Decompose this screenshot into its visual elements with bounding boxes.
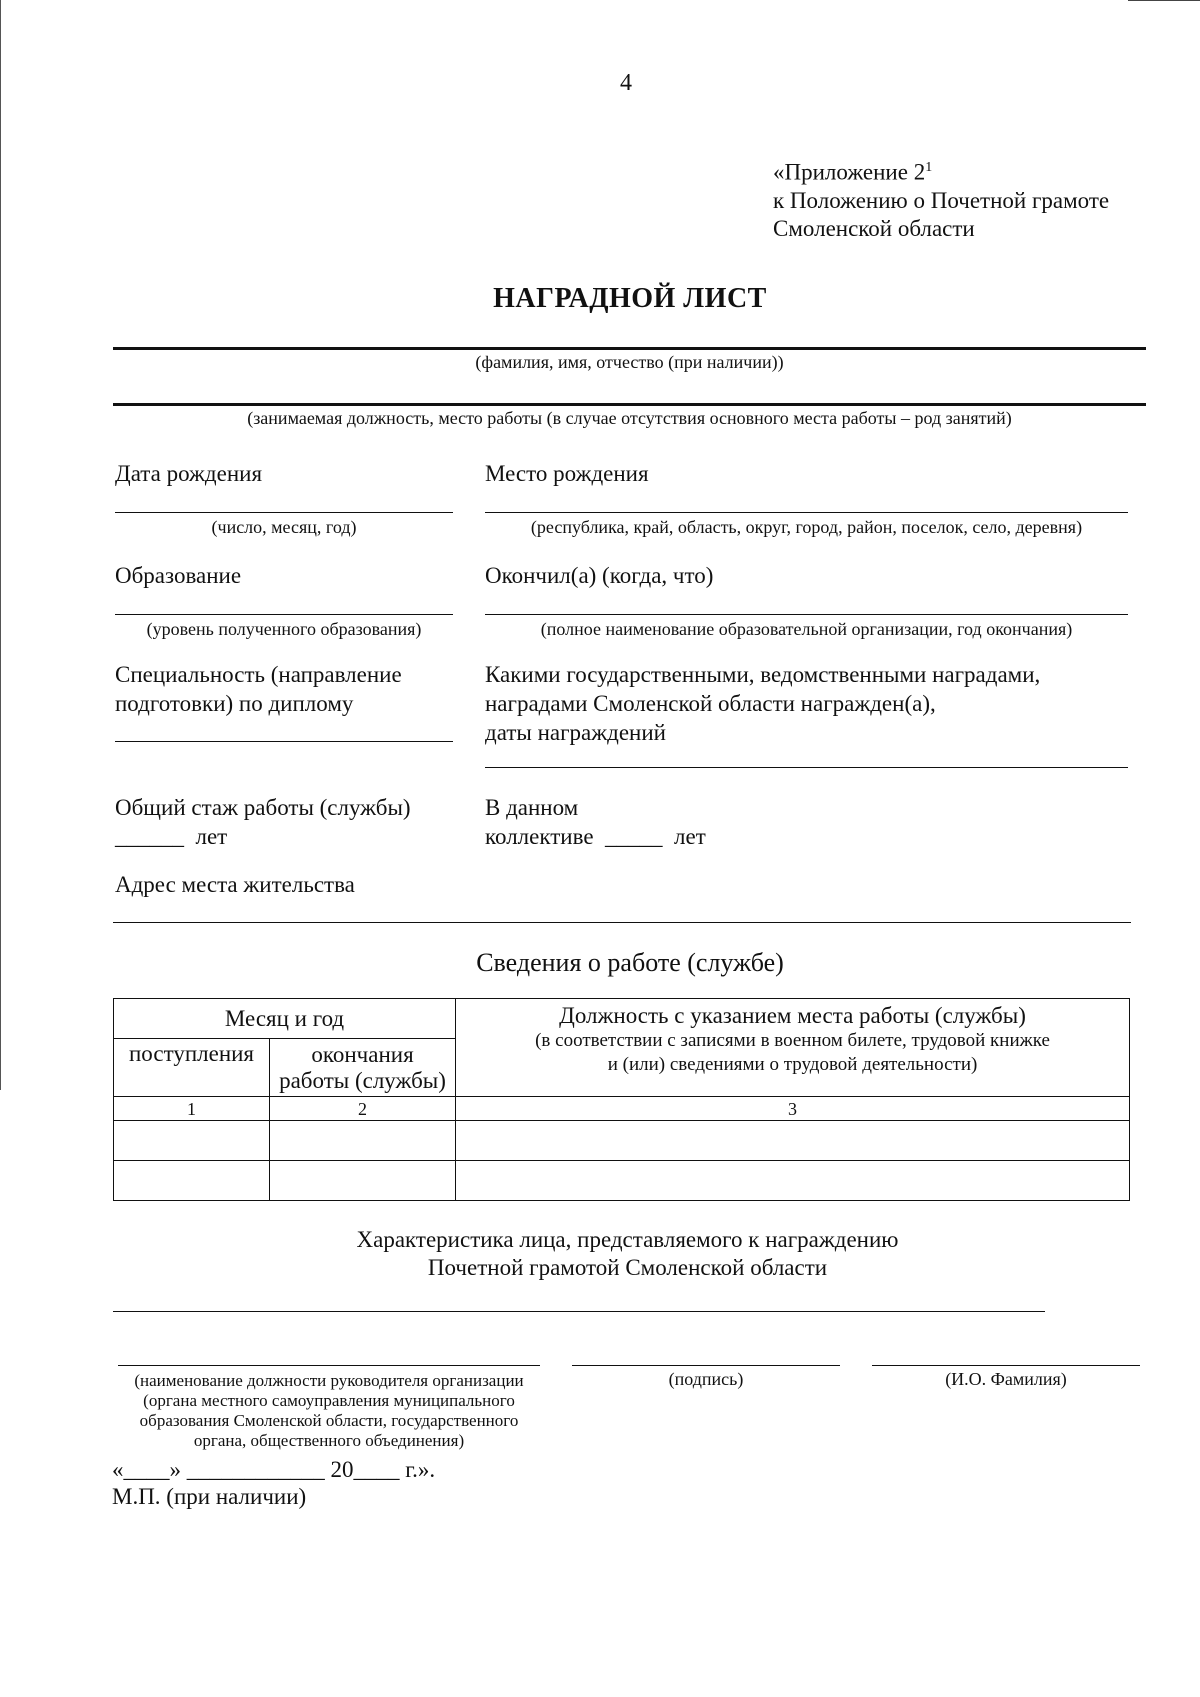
date-month-blank: ____________ [186,1457,325,1482]
specialty-label-line-1: Специальность (направление [115,662,402,687]
birth-date-caption: (число, месяц, год) [211,517,357,537]
education-caption: (уровень полученного образования) [146,619,422,639]
collective-experience-label [485,793,706,851]
appendix-block [773,154,1109,243]
head-position-line [118,1365,540,1366]
start-header: поступления [114,1039,270,1097]
collective-experience-unit: лет [674,824,706,849]
appendix-line-1: «Приложение $2^1$ [773,159,933,185]
name-line [872,1365,1140,1366]
table-row [114,1121,1130,1161]
birth-place-label: Место рождения [485,461,649,486]
collective-experience-label-line-1: В данном [485,795,579,820]
awards-label [485,660,1040,747]
date-day-blank: ____ [123,1457,170,1482]
graduated-caption: (полное наименование образовательной организации, год окончания) [540,619,1073,639]
total-experience-blank: ______ [115,824,184,849]
end-header-line-2: работы (службы) [279,1067,446,1093]
head-caption-line-1: (наименование должности руководителя организации [134,1371,524,1390]
address-label: Адрес места жительства [115,872,355,897]
characteristic-line-1: Характеристика лица, представляемого к награждению [356,1227,899,1252]
position-caption: (занимаемая должность, место работы (в случае отсутствия основного места работы – род занятий) [247,408,1012,428]
characteristic-line [113,1311,1045,1312]
education-line [115,614,453,615]
appendix-superscript: 1 [925,160,933,175]
table-header-row-1 [114,999,1130,1039]
scan-top-edge [1128,0,1200,1]
graduated-label: Окончил(а) (когда, что) [485,563,714,588]
education-label: Образование [115,563,242,588]
position-header-note-2: и (или) сведениями о трудовой деятельности) [607,1054,978,1075]
collective-experience-value-line: коллективе _____ лет [485,824,706,849]
birth-date-label: Дата рождения [115,461,263,486]
head-position-caption [118,1371,540,1451]
table-column-numbers-row [114,1097,1130,1121]
position-header-note-1: (в соответствии с записями в военном билете, трудовой книжке [535,1030,1050,1051]
head-caption-line-2: (органа местного самоуправления муниципального [143,1391,515,1410]
name-caption: (И.О. Фамилия) [945,1369,1067,1389]
table-cell[interactable] [456,1161,1130,1201]
table-cell[interactable] [114,1161,270,1201]
awards-label-line-2: наградами Смоленской области награжден(а), [485,691,936,716]
graduated-line [485,614,1128,615]
birth-place-line [485,512,1128,513]
table-cell[interactable] [270,1121,456,1161]
awards-label-line-3: даты награждений [485,720,666,745]
end-header [270,1039,456,1097]
specialty-line [115,741,453,742]
table-cell[interactable] [114,1121,270,1161]
total-experience-unit: лет [195,824,228,849]
signature-line [572,1365,840,1366]
specialty-label-line-2: подготовки) по диплому [115,691,354,716]
total-experience-label-line-1: Общий стаж работы (службы) [115,795,411,820]
scan-left-edge [0,0,1,1090]
appendix-line-3: Смоленской области [773,215,975,241]
position-header-title: Должность с указанием места работы (службы) [559,1003,1026,1028]
awards-label-line-1: Какими государственными, ведомственными наградами, [485,662,1041,687]
position-header [456,999,1130,1097]
month-year-header: Месяц и год [114,999,456,1039]
collective-experience-blank: _____ [605,824,663,849]
column-number-2: 2 [270,1097,456,1121]
seal-note: М.П. (при наличии) [112,1484,307,1509]
head-caption-line-3: образования Смоленской области, государственного [139,1411,519,1430]
signature-caption: (подпись) [668,1369,744,1389]
fio-caption: (фамилия, имя, отчество (при наличии)) [475,352,784,372]
address-line [113,922,1131,923]
position-field-line [113,403,1146,406]
table-cell[interactable] [270,1161,456,1201]
specialty-label [115,660,402,718]
characteristic-heading [0,1226,1200,1282]
characteristic-line-2: Почетной грамотой Смоленской области [427,1255,828,1280]
table-row [114,1161,1130,1201]
date-year-blank: ____ [353,1457,400,1482]
fio-field-line [113,347,1146,350]
signature-date: «____» ____________ 20____ г.». [112,1457,436,1482]
column-number-1: 1 [114,1097,270,1121]
table-cell[interactable] [456,1121,1130,1161]
document-title: НАГРАДНОЙ ЛИСТ [493,283,767,314]
work-section-heading: Сведения о работе (службе) [476,948,784,977]
work-history-table [113,998,1130,1201]
total-experience-value-line [115,822,411,851]
appendix-line-2: к Положению о Почетной грамоте [773,187,1110,213]
birth-place-caption: (республика, край, область, округ, город, район, поселок, село, деревня) [530,517,1083,537]
column-number-3: 3 [456,1097,1130,1121]
awards-line [485,767,1128,768]
page-number: 4 [620,70,632,96]
birth-date-line [115,512,453,513]
total-experience-label [115,793,411,851]
head-caption-line-4: органа, общественного объединения) [193,1431,465,1450]
end-header-line-1: окончания [311,1041,414,1067]
